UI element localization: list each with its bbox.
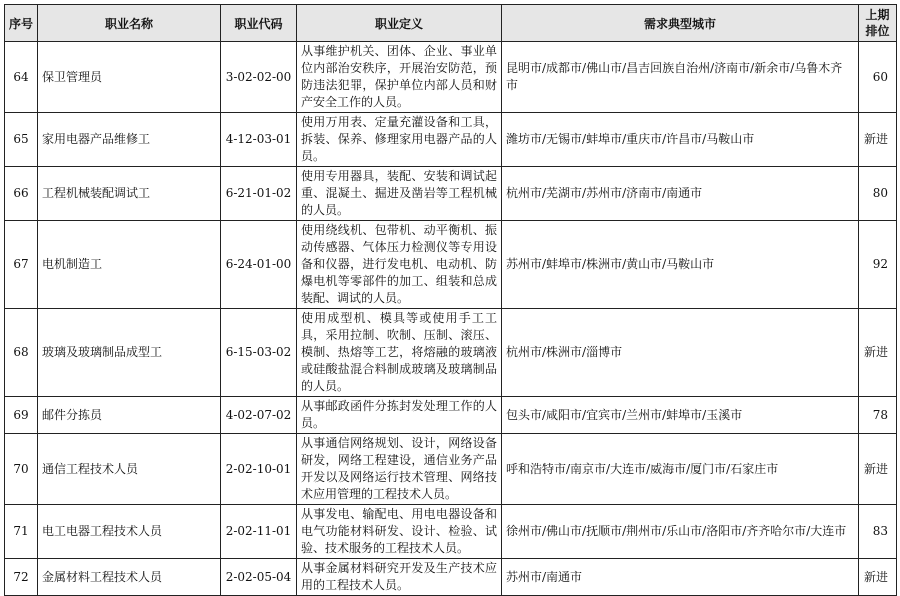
cell-previous-rank: 60 — [859, 42, 897, 113]
cell-occupation-code: 2-02-11-01 — [221, 505, 297, 559]
cell-occupation-code: 4-02-07-02 — [221, 397, 297, 434]
header-rank-line2: 排位 — [865, 24, 890, 38]
header-seq: 序号 — [5, 5, 38, 42]
table-row — [5, 221, 897, 309]
table-row — [5, 434, 897, 505]
cell-occupation-definition: 从事发电、输配电、用电电器设备和电气功能材料研发、设计、检验、试验、技术服务的工程技术人员。 — [297, 505, 502, 559]
header-row — [5, 5, 897, 42]
cell-occupation-name: 通信工程技术人员 — [38, 434, 221, 505]
cell-seq: 70 — [5, 434, 38, 505]
cell-previous-rank: 新进 — [859, 309, 897, 397]
table-row — [5, 397, 897, 434]
cell-occupation-definition: 使用万用表、定量充灌设备和工具，拆装、保养、修理家用电器产品的人员。 — [297, 113, 502, 167]
cell-occupation-code: 6-21-01-02 — [221, 167, 297, 221]
cell-typical-cities: 昆明市/成都市/佛山市/昌吉回族自治州/济南市/新余市/乌鲁木齐市 — [502, 42, 859, 113]
cell-occupation-name: 玻璃及玻璃制品成型工 — [38, 309, 221, 397]
cell-typical-cities: 苏州市/南通市 — [502, 559, 859, 596]
table-row — [5, 42, 897, 113]
header-rank-line1: 上期 — [865, 8, 890, 22]
cell-seq: 67 — [5, 221, 38, 309]
cell-occupation-name: 电工电器工程技术人员 — [38, 505, 221, 559]
cell-seq: 72 — [5, 559, 38, 596]
table-row — [5, 505, 897, 559]
cell-occupation-definition: 从事通信网络规划、设计，网络设备研发，网络工程建设，通信业务产品开发以及网络运行技术管理、网络技术应用管理的工程技术人员。 — [297, 434, 502, 505]
cell-typical-cities: 徐州市/佛山市/抚顺市/荆州市/乐山市/洛阳市/齐齐哈尔市/大连市 — [502, 505, 859, 559]
header-occupation-name: 职业名称 — [38, 5, 221, 42]
cell-occupation-definition: 从事金属材料研究开发及生产技术应用的工程技术人员。 — [297, 559, 502, 596]
cell-seq: 71 — [5, 505, 38, 559]
cell-occupation-code: 3-02-02-00 — [221, 42, 297, 113]
cell-occupation-definition: 使用绕线机、包带机、动平衡机、振动传感器、气体压力检测仪等专用设备和仪器，进行发电机、电动机、防爆电机等零部件的加工、组装和总成装配、调试的人员。 — [297, 221, 502, 309]
cell-seq: 65 — [5, 113, 38, 167]
cell-occupation-definition: 使用成型机、模具等或使用手工工具，采用拉制、吹制、压制、滚压、模制、热熔等工艺，将熔融的玻璃液或硅酸盐混合料制成玻璃及玻璃制品的人员。 — [297, 309, 502, 397]
cell-previous-rank: 新进 — [859, 434, 897, 505]
cell-occupation-code: 6-24-01-00 — [221, 221, 297, 309]
cell-seq: 64 — [5, 42, 38, 113]
cell-typical-cities: 杭州市/芜湖市/苏州市/济南市/南通市 — [502, 167, 859, 221]
table-row — [5, 559, 897, 596]
table-row — [5, 113, 897, 167]
occupation-table — [4, 4, 897, 596]
cell-previous-rank: 80 — [859, 167, 897, 221]
cell-occupation-code: 2-02-05-04 — [221, 559, 297, 596]
cell-previous-rank: 92 — [859, 221, 897, 309]
cell-previous-rank: 新进 — [859, 559, 897, 596]
cell-occupation-name: 电机制造工 — [38, 221, 221, 309]
cell-previous-rank: 新进 — [859, 113, 897, 167]
cell-occupation-code: 6-15-03-02 — [221, 309, 297, 397]
cell-occupation-name: 金属材料工程技术人员 — [38, 559, 221, 596]
cell-occupation-definition: 使用专用器具，装配、安装和调试起重、混凝土、掘进及凿岩等工程机械的人员。 — [297, 167, 502, 221]
cell-seq: 69 — [5, 397, 38, 434]
cell-occupation-code: 2-02-10-01 — [221, 434, 297, 505]
header-previous-rank — [859, 5, 897, 42]
table-row — [5, 309, 897, 397]
cell-occupation-name: 保卫管理员 — [38, 42, 221, 113]
cell-typical-cities: 杭州市/株洲市/淄博市 — [502, 309, 859, 397]
cell-typical-cities: 包头市/咸阳市/宜宾市/兰州市/蚌埠市/玉溪市 — [502, 397, 859, 434]
cell-seq: 68 — [5, 309, 38, 397]
table-row — [5, 167, 897, 221]
cell-occupation-definition: 从事邮政函件分拣封发处理工作的人员。 — [297, 397, 502, 434]
cell-occupation-name: 家用电器产品维修工 — [38, 113, 221, 167]
cell-previous-rank: 83 — [859, 505, 897, 559]
header-occupation-code: 职业代码 — [221, 5, 297, 42]
cell-previous-rank: 78 — [859, 397, 897, 434]
cell-typical-cities: 呼和浩特市/南京市/大连市/威海市/厦门市/石家庄市 — [502, 434, 859, 505]
cell-occupation-name: 工程机械装配调试工 — [38, 167, 221, 221]
header-occupation-definition: 职业定义 — [297, 5, 502, 42]
cell-occupation-definition: 从事维护机关、团体、企业、事业单位内部治安秩序，开展治安防范，预防违法犯罪，保护单位内部人员和财产安全工作的人员。 — [297, 42, 502, 113]
cell-occupation-name: 邮件分拣员 — [38, 397, 221, 434]
cell-occupation-code: 4-12-03-01 — [221, 113, 297, 167]
cell-typical-cities: 苏州市/蚌埠市/株洲市/黄山市/马鞍山市 — [502, 221, 859, 309]
cell-seq: 66 — [5, 167, 38, 221]
header-typical-cities: 需求典型城市 — [502, 5, 859, 42]
cell-typical-cities: 潍坊市/无锡市/蚌埠市/重庆市/许昌市/马鞍山市 — [502, 113, 859, 167]
